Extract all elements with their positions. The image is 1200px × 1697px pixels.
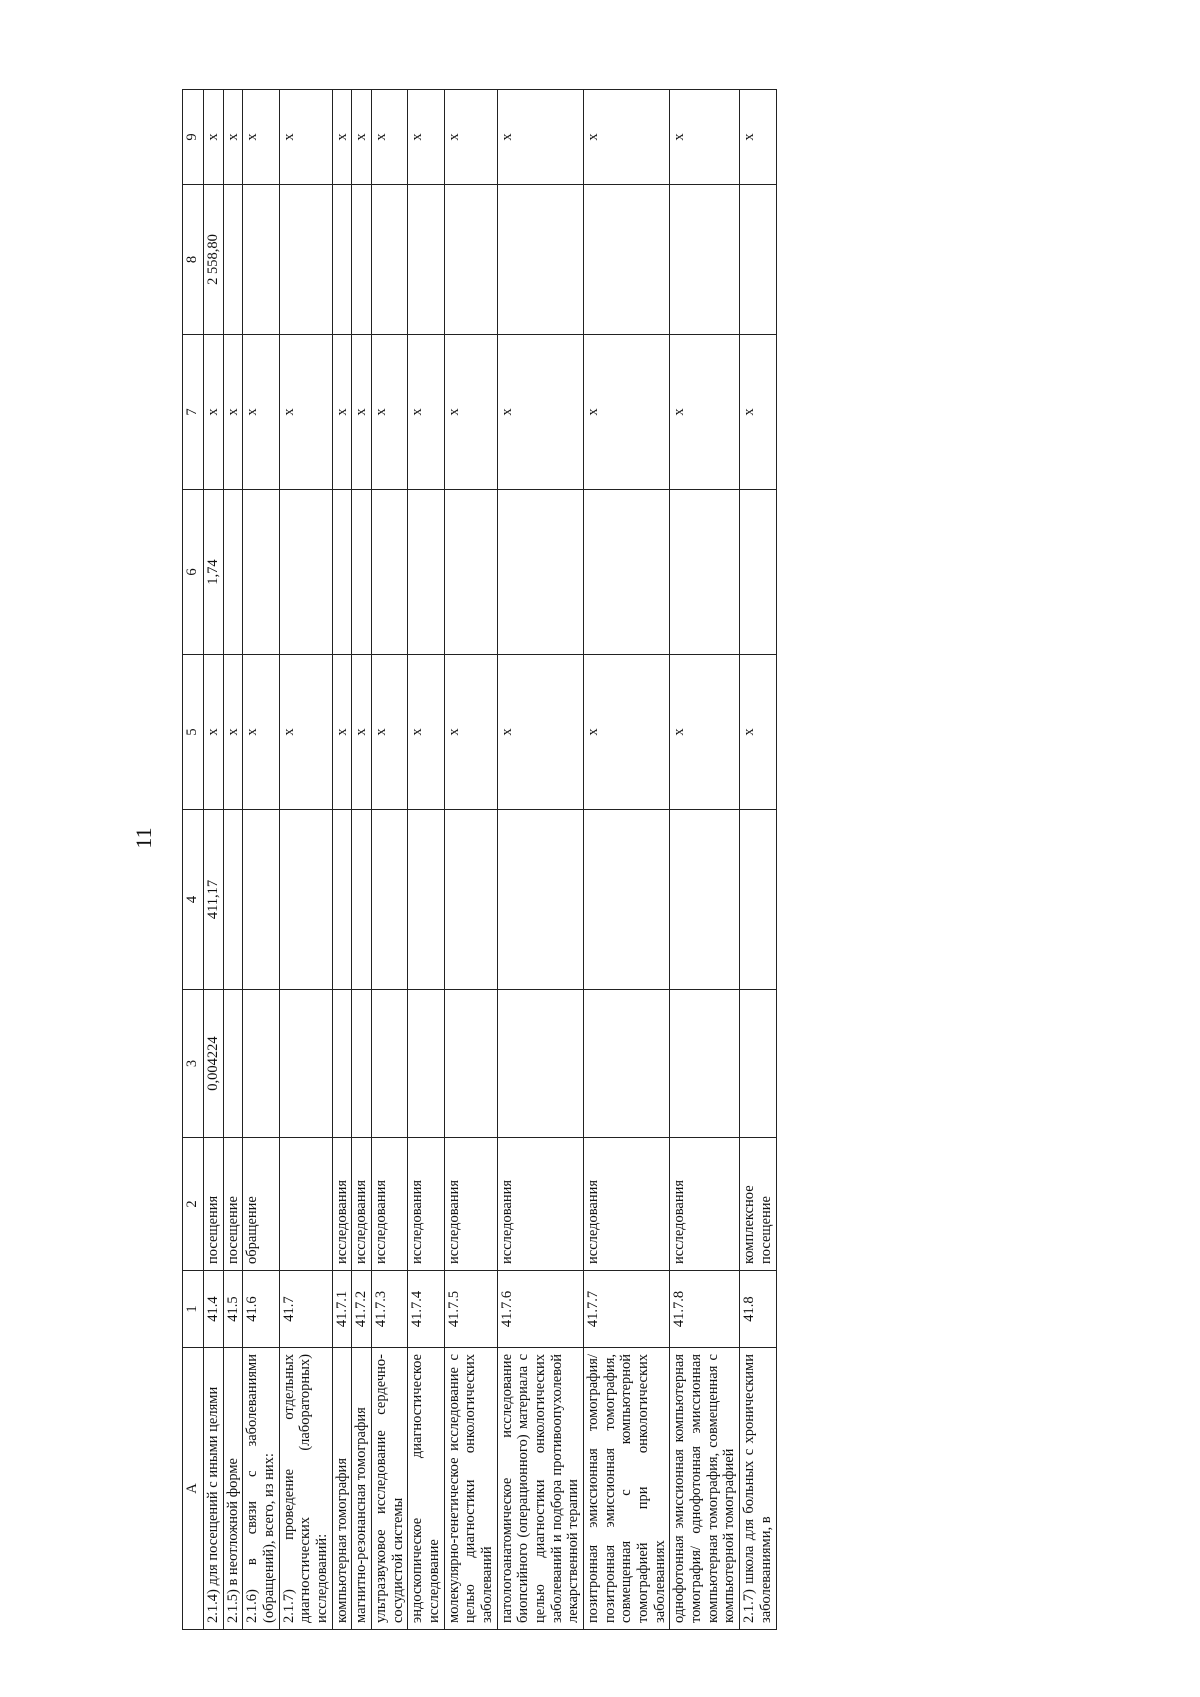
table-cell-a: молекулярно-генетическое исследование с целью диагностики онкологических заболеваний: [444, 1348, 497, 1630]
table-cell-c8: [332, 185, 352, 335]
table-row: [584, 90, 670, 1630]
table-cell-c3: [352, 990, 372, 1138]
table-cell-c5: х: [204, 655, 224, 810]
table-cell-c7: х: [584, 335, 670, 490]
table-cell-c8: [243, 185, 279, 335]
table-row: [372, 90, 408, 1630]
table-cell-c4: [740, 810, 776, 990]
table-row: [332, 90, 352, 1630]
table-cell-c7: х: [740, 335, 776, 490]
table-cell-c3: [670, 990, 740, 1138]
table-cell-c6: [497, 490, 583, 655]
table-cell-c9: х: [223, 90, 243, 185]
tariff-table-container: [182, 90, 1082, 1630]
table-cell-c9: х: [332, 90, 352, 185]
table-cell-c4: [332, 810, 352, 990]
header-cell-4: 4: [183, 810, 204, 990]
table-cell-c5: х: [279, 655, 332, 810]
header-cell-9: 9: [183, 90, 204, 185]
table-cell-c3: 0,004224: [204, 990, 224, 1138]
table-cell-c1: 41.7.4: [408, 1271, 444, 1348]
table-cell-c2: исследования: [332, 1138, 352, 1271]
table-cell-c6: [408, 490, 444, 655]
table-cell-c3: [279, 990, 332, 1138]
table-row: [204, 90, 224, 1630]
table-cell-c5: х: [332, 655, 352, 810]
header-cell-2: 2: [183, 1138, 204, 1271]
header-cell-7: 7: [183, 335, 204, 490]
table-cell-c3: [408, 990, 444, 1138]
table-cell-c1: 41.4: [204, 1271, 224, 1348]
table-cell-c2: исследования: [584, 1138, 670, 1271]
table-cell-c3: [332, 990, 352, 1138]
table-cell-c5: х: [670, 655, 740, 810]
table-cell-c6: [740, 490, 776, 655]
table-cell-c1: 41.7.5: [444, 1271, 497, 1348]
table-cell-c9: х: [740, 90, 776, 185]
header-cell-3: 3: [183, 990, 204, 1138]
table-cell-c4: [408, 810, 444, 990]
table-cell-c8: [279, 185, 332, 335]
table-cell-c4: [497, 810, 583, 990]
table-cell-c1: 41.5: [223, 1271, 243, 1348]
table-cell-c1: 41.7.7: [584, 1271, 670, 1348]
table-cell-c8: [740, 185, 776, 335]
table-cell-c3: [584, 990, 670, 1138]
table-cell-c1: 41.7.6: [497, 1271, 583, 1348]
table-cell-a: 2.1.4) для посещений с иными целями: [204, 1348, 224, 1630]
table-cell-c7: х: [670, 335, 740, 490]
table-cell-c5: х: [352, 655, 372, 810]
table-cell-c4: [670, 810, 740, 990]
table-cell-c9: х: [279, 90, 332, 185]
table-cell-c4: 411,17: [204, 810, 224, 990]
table-cell-c7: х: [243, 335, 279, 490]
table-cell-c5: х: [584, 655, 670, 810]
table-row: [352, 90, 372, 1630]
table-cell-c3: [444, 990, 497, 1138]
table-cell-c5: х: [223, 655, 243, 810]
table-cell-c8: [444, 185, 497, 335]
table-cell-a: 2.1.5) в неотложной форме: [223, 1348, 243, 1630]
table-cell-c6: [352, 490, 372, 655]
table-cell-c3: [372, 990, 408, 1138]
table-cell-c2: исследования: [408, 1138, 444, 1271]
table-row: [408, 90, 444, 1630]
table-cell-c2: исследования: [670, 1138, 740, 1271]
table-cell-c4: [584, 810, 670, 990]
table-row: [497, 90, 583, 1630]
table-cell-c4: [223, 810, 243, 990]
table-cell-c5: х: [444, 655, 497, 810]
table-cell-c9: х: [584, 90, 670, 185]
header-cell-5: 5: [183, 655, 204, 810]
table-cell-c2: исследования: [444, 1138, 497, 1271]
table-cell-c8: 2 558,80: [204, 185, 224, 335]
table-cell-c6: 1,74: [204, 490, 224, 655]
table-cell-c5: х: [497, 655, 583, 810]
table-cell-c4: [352, 810, 372, 990]
table-cell-c2: посещения: [204, 1138, 224, 1271]
header-cell-1: 1: [183, 1271, 204, 1348]
table-cell-a: ультразвуковое исследование сердечно-сосудистой системы: [372, 1348, 408, 1630]
table-cell-c8: [223, 185, 243, 335]
table-cell-c2: исследования: [352, 1138, 372, 1271]
table-cell-a: компьютерная томография: [332, 1348, 352, 1630]
header-cell-6: 6: [183, 490, 204, 655]
table-cell-c9: х: [372, 90, 408, 185]
table-cell-c4: [444, 810, 497, 990]
table-cell-c1: 41.6: [243, 1271, 279, 1348]
table-cell-c6: [223, 490, 243, 655]
table-cell-a: эндоскопическое диагностическое исследование: [408, 1348, 444, 1630]
table-cell-c7: х: [408, 335, 444, 490]
table-cell-c1: 41.7.2: [352, 1271, 372, 1348]
table-cell-c6: [372, 490, 408, 655]
table-row: [279, 90, 332, 1630]
table-row: [670, 90, 740, 1630]
table-cell-c1: 41.8: [740, 1271, 776, 1348]
table-cell-c8: [372, 185, 408, 335]
table-cell-c4: [372, 810, 408, 990]
table-cell-c6: [670, 490, 740, 655]
table-cell-c3: [243, 990, 279, 1138]
table-cell-c9: х: [243, 90, 279, 185]
table-cell-c1: 41.7.1: [332, 1271, 352, 1348]
table-cell-c1: 41.7: [279, 1271, 332, 1348]
table-cell-c8: [497, 185, 583, 335]
table-cell-c5: х: [243, 655, 279, 810]
table-cell-c8: [584, 185, 670, 335]
table-cell-c8: [670, 185, 740, 335]
header-cell-8: 8: [183, 185, 204, 335]
table-cell-c5: х: [408, 655, 444, 810]
table-cell-c7: х: [352, 335, 372, 490]
table-cell-c9: х: [497, 90, 583, 185]
table-cell-a: магнитно-резонансная томография: [352, 1348, 372, 1630]
table-cell-c9: х: [444, 90, 497, 185]
table-cell-c1: 41.7.3: [372, 1271, 408, 1348]
tariff-table: [182, 89, 777, 1630]
table-cell-c5: х: [740, 655, 776, 810]
table-cell-c1: 41.7.8: [670, 1271, 740, 1348]
table-cell-c7: х: [372, 335, 408, 490]
table-cell-c8: [408, 185, 444, 335]
table-row: [223, 90, 243, 1630]
table-cell-c7: х: [204, 335, 224, 490]
table-cell-c9: х: [408, 90, 444, 185]
table-cell-a: позитронная эмиссионная томография/позитронная эмиссионная томография, совмещенная с компьютерной томографией при онкологических заболеваниях: [584, 1348, 670, 1630]
table-cell-c2: комплексное посещение: [740, 1138, 776, 1271]
table-cell-a: 2.1.7) проведение отдельных диагностических (лабораторных) исследований:: [279, 1348, 332, 1630]
table-header-row: [183, 90, 204, 1630]
table-cell-c7: х: [223, 335, 243, 490]
table-cell-c6: [444, 490, 497, 655]
table-cell-c7: х: [332, 335, 352, 490]
table-cell-a: патологоанатомическое исследование биопсийного (операционного) материала с целью диагностики онкологических заболеваний и подбора противоопухолевой лекарственной терапии: [497, 1348, 583, 1630]
header-cell-a: A: [183, 1348, 204, 1630]
table-cell-c9: х: [204, 90, 224, 185]
table-cell-a: однофотонная эмиссионная компьютерная томография/ однофотонная эмиссионная компьютерная томография, совмещенная с компьютерной томографией: [670, 1348, 740, 1630]
table-cell-c2: посещение: [223, 1138, 243, 1271]
table-body: [204, 90, 777, 1630]
table-row: [740, 90, 776, 1630]
table-cell-a: 2.1.7) школа для больных с хроническими заболеваниями, в: [740, 1348, 776, 1630]
table-cell-a: 2.1.6) в связи с заболеваниями (обращений), всего, из них:: [243, 1348, 279, 1630]
table-cell-c2: исследования: [372, 1138, 408, 1271]
table-cell-c6: [279, 490, 332, 655]
table-cell-c9: х: [670, 90, 740, 185]
table-cell-c7: х: [279, 335, 332, 490]
table-cell-c2: исследования: [497, 1138, 583, 1271]
table-cell-c5: х: [372, 655, 408, 810]
table-cell-c3: [497, 990, 583, 1138]
table-cell-c8: [352, 185, 372, 335]
table-cell-c4: [279, 810, 332, 990]
table-cell-c7: х: [497, 335, 583, 490]
table-cell-c9: х: [352, 90, 372, 185]
page-number: 11: [131, 827, 156, 849]
table-cell-c3: [223, 990, 243, 1138]
table-cell-c4: [243, 810, 279, 990]
table-row: [243, 90, 279, 1630]
table-cell-c3: [740, 990, 776, 1138]
table-cell-c2: [279, 1138, 332, 1271]
table-cell-c6: [332, 490, 352, 655]
table-cell-c2: обращение: [243, 1138, 279, 1271]
table-cell-c7: х: [444, 335, 497, 490]
table-cell-c6: [584, 490, 670, 655]
table-row: [444, 90, 497, 1630]
table-cell-c6: [243, 490, 279, 655]
